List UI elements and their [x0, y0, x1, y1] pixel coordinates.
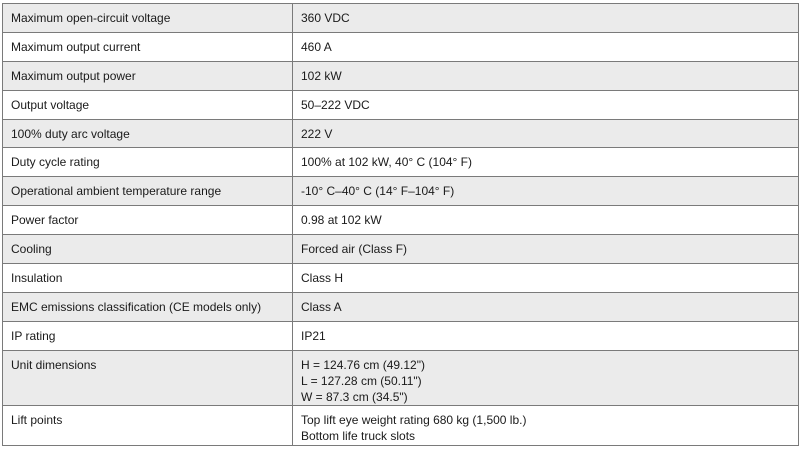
- table-row: [3, 264, 799, 293]
- spec-value: [293, 90, 799, 119]
- spec-value: [293, 264, 799, 293]
- spec-label: Maximum output power: [3, 61, 293, 90]
- spec-value-line: 50–222 VDC: [301, 97, 370, 112]
- spec-value-line: IP21: [301, 328, 326, 343]
- table-row: [3, 148, 799, 177]
- spec-value-line: Top lift eye weight rating 680 kg (1,500 lb.): [301, 412, 527, 427]
- spec-table: [2, 3, 799, 446]
- table-row: [3, 90, 799, 119]
- spec-label: Unit dimensions: [3, 350, 293, 405]
- table-row: [3, 321, 799, 350]
- table-row: [3, 292, 799, 321]
- spec-label: Cooling: [3, 235, 293, 264]
- table-row: [3, 235, 799, 264]
- table-row: [3, 350, 799, 405]
- spec-value-line: H = 124.76 cm (49.12"): [301, 357, 425, 372]
- spec-value-line: 102 kW: [301, 68, 342, 83]
- spec-value: [293, 350, 799, 405]
- table-row: [3, 177, 799, 206]
- spec-value-line: 460 A: [301, 39, 332, 54]
- spec-value: [293, 4, 799, 33]
- spec-label: Output voltage: [3, 90, 293, 119]
- spec-label: IP rating: [3, 321, 293, 350]
- spec-value: [293, 32, 799, 61]
- spec-value-line: Class A: [301, 299, 342, 314]
- spec-value: [293, 321, 799, 350]
- spec-value: [293, 61, 799, 90]
- table-row: [3, 405, 799, 445]
- spec-value-line: 222 V: [301, 126, 333, 141]
- spec-value-line: L = 127.28 cm (50.11"): [301, 373, 422, 388]
- spec-label: 100% duty arc voltage: [3, 119, 293, 148]
- spec-value-line: Class H: [301, 270, 344, 285]
- table-row: [3, 119, 799, 148]
- spec-value: [293, 177, 799, 206]
- spec-value: [293, 235, 799, 264]
- table-row: [3, 61, 799, 90]
- spec-value-line: 100% at 102 kW, 40° C (104° F): [301, 155, 473, 170]
- spec-label: EMC emissions classification (CE models only): [3, 292, 293, 321]
- spec-label: Insulation: [3, 264, 293, 293]
- spec-value: [293, 119, 799, 148]
- spec-label: Lift points: [3, 405, 293, 445]
- spec-value-line: 0.98 at 102 kW: [301, 213, 382, 228]
- spec-value-line: Bottom life truck slots: [301, 428, 416, 443]
- table-row: [3, 206, 799, 235]
- spec-value-line: -10° C–40° C (14° F–104° F): [301, 184, 455, 199]
- spec-value: [293, 148, 799, 177]
- spec-value-line: W = 87.3 cm (34.5"): [301, 389, 408, 404]
- spec-label: Maximum open-circuit voltage: [3, 4, 293, 33]
- spec-label: Duty cycle rating: [3, 148, 293, 177]
- spec-value-line: Forced air (Class F): [301, 242, 408, 257]
- table-row: [3, 32, 799, 61]
- spec-label: Maximum output current: [3, 32, 293, 61]
- spec-value: [293, 405, 799, 445]
- spec-label: Operational ambient temperature range: [3, 177, 293, 206]
- spec-label: Power factor: [3, 206, 293, 235]
- spec-value: [293, 292, 799, 321]
- spec-value-line: 360 VDC: [301, 10, 350, 25]
- spec-value: [293, 206, 799, 235]
- table-row: [3, 4, 799, 33]
